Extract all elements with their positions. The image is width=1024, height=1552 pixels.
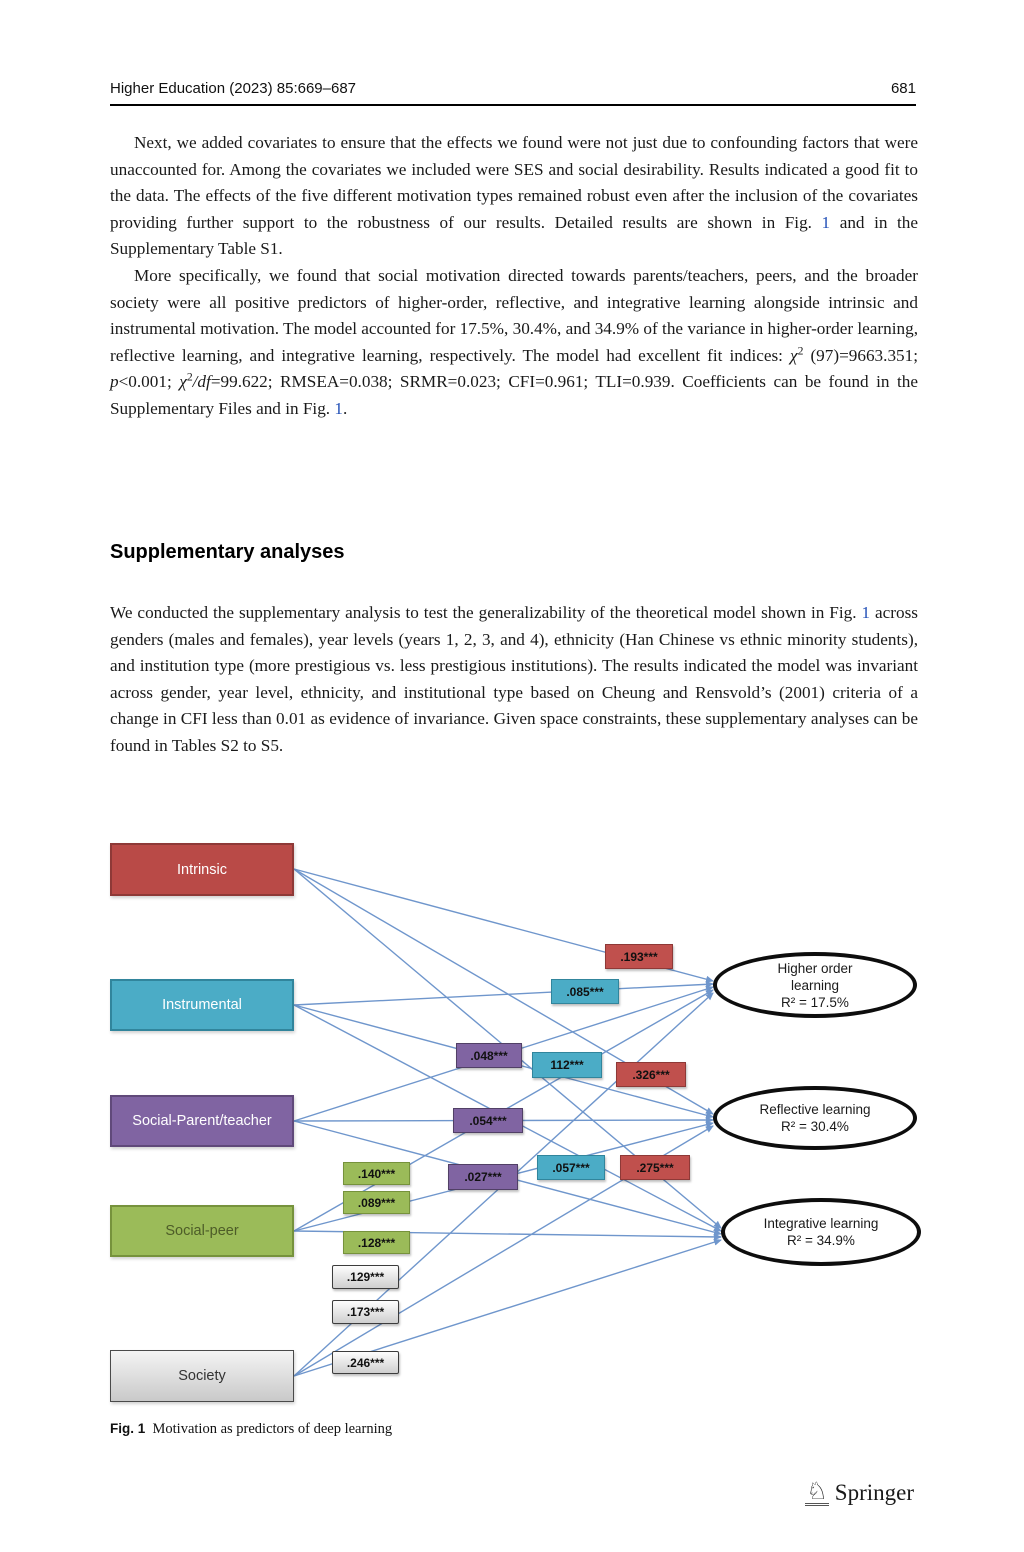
df-symbol: /df xyxy=(192,372,211,392)
springer-knight-icon: ♘ xyxy=(806,1478,828,1505)
coefficient-label: 112*** xyxy=(532,1052,602,1078)
outcome-label: Integrative learning xyxy=(763,1216,879,1231)
outcome-ellipse-reflective-learning xyxy=(713,1086,917,1150)
fig1-link[interactable]: 1 xyxy=(821,212,831,232)
outcome-label: learning xyxy=(790,977,840,993)
chi-symbol: χ xyxy=(179,372,187,392)
page-number: 681 xyxy=(890,80,916,97)
section-heading: Supplementary analyses xyxy=(110,541,345,563)
coefficient-label: .027*** xyxy=(448,1164,518,1190)
chi-symbol: χ xyxy=(790,345,798,365)
page-header xyxy=(110,80,916,97)
predictor-box-social-peer: Social-peer xyxy=(110,1205,294,1257)
outcome-ellipse-integrative-learning xyxy=(721,1198,921,1266)
outcome-ellipse-higher-order-learning xyxy=(713,952,917,1018)
coefficient-label: .140*** xyxy=(343,1162,410,1185)
publisher-logo xyxy=(805,1480,914,1506)
coefficient-label: .085*** xyxy=(551,979,619,1004)
publisher-name: Springer xyxy=(834,1480,914,1505)
predictor-box-social-parent-teacher: Social-Parent/teacher xyxy=(110,1095,294,1147)
figure-path-diagram xyxy=(110,833,932,1415)
body-paragraphs xyxy=(110,130,918,423)
coefficient-label: .326*** xyxy=(616,1062,686,1087)
journal-citation: Higher Education (2023) 85:669–687 xyxy=(110,80,357,97)
figure-caption-label: Fig. 1 xyxy=(110,1421,146,1436)
coefficient-label: .173*** xyxy=(332,1300,399,1324)
outcome-label: Reflective learning xyxy=(759,1102,871,1117)
paragraph-invariance: We conducted the supplementary analysis to test the generalizability of the theoretical model shown in Fig. 1 across genders (males and females), year levels (years 1, 2, 3, and 4), ethnicity (Han Chinese vs ethnic minority students), and institution type (more prestigious vs. less prestigious institutions). The results indicated the model was invariant across gender, year level, ethnicity, and institutional type based on Cheung and Rensvold’s (2001) criteria of a change in CFI less than 0.01 as evidence of invariance. Given space constraints, these supplementary analyses can be found in Tables S2 to S5. xyxy=(110,603,918,755)
predictor-box-intrinsic: Intrinsic xyxy=(110,843,294,896)
paragraph-covariates: Next, we added covariates to ensure that the effects we found were not just due to confounding factors that were unaccounted for. Among the covariates we included were SES and social desirability. Results indicated a good fit to the data. The effects of the five different motivation types remained robust even after the inclusion of the covariates providing further support to the robustness of our results. Detailed results are shown in Fig. 1 and in the Supplementary Table S1. xyxy=(110,133,919,259)
p-symbol: p xyxy=(110,372,119,392)
coefficient-label: .193*** xyxy=(605,944,673,969)
coefficient-label: .057*** xyxy=(537,1155,605,1180)
supplementary-paragraph xyxy=(110,600,918,760)
predictor-box-instrumental: Instrumental xyxy=(110,979,294,1031)
coefficient-label: .246*** xyxy=(332,1351,399,1374)
figure-caption xyxy=(110,1421,392,1438)
outcome-r2: R² = 34.9% xyxy=(787,1233,855,1248)
coefficient-label: .054*** xyxy=(453,1108,523,1133)
coefficient-label: .089*** xyxy=(343,1191,410,1214)
outcome-r2: R² = 30.4% xyxy=(781,1119,849,1134)
figure-caption-text: Motivation as predictors of deep learning xyxy=(152,1421,393,1437)
coefficient-label: .275*** xyxy=(620,1155,690,1180)
outcome-r2: R² = 17.5% xyxy=(781,994,849,1010)
coefficient-label: .129*** xyxy=(332,1265,399,1289)
path-arrow-instrumental-higherorder xyxy=(294,984,713,1005)
fig1-link[interactable]: 1 xyxy=(334,398,343,418)
outcome-label: Higher order xyxy=(777,960,853,976)
header-rule xyxy=(110,104,916,106)
coefficient-label: .048*** xyxy=(456,1043,522,1068)
coefficient-label: .128*** xyxy=(343,1231,410,1254)
fig1-link[interactable]: 1 xyxy=(861,603,871,622)
predictor-box-society: Society xyxy=(110,1350,294,1402)
paragraph-model-fit: More specifically, we found that social motivation directed towards parents/teachers, peers, and the broader society were all positive predictors of higher-order, reflective, and integrative learning alongside intrinsic and instrumental motivation. The model accounted for 17.5%, 30.4%, and 34.9% of the variance in higher-order learning, reflective learning, and integrative learning, respectively. The model had excellent fit indices: $\chi^2$ (97)=9663.351; p<0.001; $\chi^2/df=99.622$; RMSEA=0.038; SRMR=0.023; CFI=0.961; TLI=0.939. Coefficients can be found in the Supplementary Files and in Fig. 1. xyxy=(110,265,919,418)
